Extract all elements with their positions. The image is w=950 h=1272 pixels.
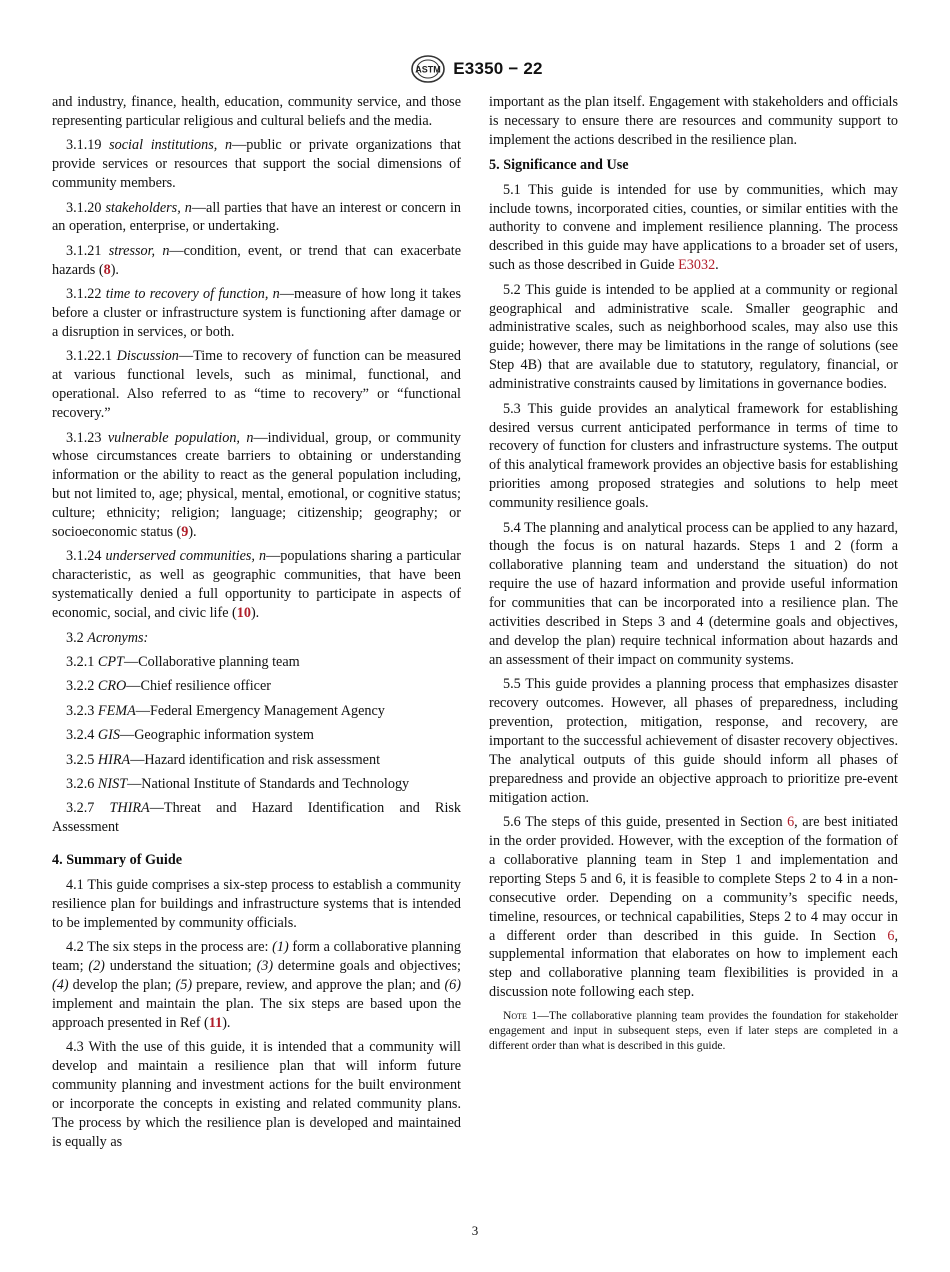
paragraph-5-2: 5.2 This guide is intended to be applied at a community or regional geographical and administrative scale. Smaller geographic and administrative scales, such as neighborhood scales, may also use this guide; however, there may be limitations in the range of solutions (see Step 4B) that are available due to statutory, regulatory, financial, or administrative constraints caused by limitations in governance bodies. — [489, 281, 898, 393]
astm-logo-icon — [407, 54, 449, 84]
right-column — [489, 93, 898, 1053]
acronym-item: 3.2.5 HIRA—Hazard identification and risk assessment — [66, 751, 381, 768]
acronym-item: 3.2.7 THIRA—Threat and Hazard Identification and Risk Assessment — [52, 800, 461, 836]
standard-designation: E3350 − 22 — [453, 58, 543, 78]
page-number: 3 — [471, 1223, 479, 1238]
definition-3-1-23: 3.1.23 vulnerable population, n—individual, group, or community whose circumstances create barriers to obtaining or understanding information or the ability to react as the general population including, but not limited to, age; physical, mental, emotional, or cognitive status; culture; ethnicity; religion; language; citizenship; geography; or socioeconomic status (9). — [52, 429, 462, 541]
reference-link[interactable]: 11 — [208, 1014, 223, 1031]
definition-3-1-22: 3.1.22 time to recovery of function, n—measure of how long it takes before a cluster or infrastructure system is functioning after damage or a disruption in services, or both. — [52, 286, 461, 340]
section-6-link[interactable]: 6 — [887, 927, 895, 944]
paragraph-5-3: 5.3 This guide provides an analytical framework for establishing desired versus current anticipated performance in terms of time to recovery of function for clusters and infrastructure systems. The output of this analytical framework provides an objective basis for establishing priorities among proposed strategies and solutions to help meet community resilience goals. — [489, 400, 898, 512]
guide-e3032-link[interactable]: E3032 — [678, 257, 716, 274]
definition-3-1-19: 3.1.19 social institutions, n—public or private organizations that provide services or resources that support the social dimensions of community members. — [52, 137, 462, 192]
reference-link[interactable]: 8 — [103, 261, 111, 278]
paragraph-4-1: 4.1 This guide comprises a six-step process to establish a community resilience plan for buildings and infrastructure systems that is intended to be implemented by community officials. — [52, 877, 461, 931]
acronyms-heading: 3.2 Acronyms: — [66, 629, 149, 646]
section-4-heading: 4. Summary of Guide — [52, 852, 183, 869]
logo-text: ASTM — [415, 64, 442, 75]
acronym-item: 3.2.4 GIS—Geographic information system — [66, 727, 314, 744]
paragraph-continuation: and industry, finance, health, education, community service, and those representing particular religious and cultural beliefs and the media. — [52, 94, 461, 129]
definition-3-1-21: 3.1.21 stressor, n—condition, event, or trend that can exacerbate hazards (8). — [52, 242, 461, 278]
paragraph-5-4: 5.4 The planning and analytical process can be applied to any hazard, though the focus is on natural hazards. Steps 1 and 2 (form a collaborative planning team and understand the situation) do not require the use of hazard information and provide useful information for communities that can be incorporated into a resilience plan. The activities described in Steps 3 and 4 (determine goals and objectives, and develop the plan) require technical information about hazards and an assessment of their impact on community systems. — [489, 519, 898, 668]
definition-3-1-24: 3.1.24 underserved communities, n—populations sharing a particular characteristic, as well as geographic communities, that have been systematically denied a full opportunity to participate in aspects of economic, social, and civic life (10). — [52, 548, 462, 622]
reference-link[interactable]: 10 — [236, 605, 251, 622]
paragraph-4-3: 4.3 With the use of this guide, it is intended that a community will develop and maintain a resilience plan that will inform future community planning and investment actions for the built environment or incorporate the concepts in existing and related community plans. The process by which the resilience plan is developed and maintained is equally as — [52, 1039, 461, 1150]
note-1: Note 1—The collaborative planning team provides the foundation for stakeholder engagement and input in subsequent steps, even if later steps are completed in a different order than what is described in this guide. — [489, 1009, 898, 1053]
section-6-link[interactable]: 6 — [787, 814, 795, 831]
paragraph-4-2: 4.2 The six steps in the process are: (1) form a collaborative planning team; (2) understand the situation; (3) determine goals and objectives; (4) develop the plan; (5) prepare, review, and approve the plan; and (6) implement and maintain the plan. The six steps are based upon the approach presented in Ref (11). — [52, 939, 461, 1031]
acronym-item: 3.2.2 CRO—Chief resilience officer — [66, 678, 271, 695]
section-5-heading: 5. Significance and Use — [489, 156, 629, 173]
left-column — [52, 93, 461, 1157]
paragraph-5-1: 5.1 This guide is intended for use by communities, which may include towns, incorporated cities, counties, or similar entities with the authority to convene and implement resilience planning. The process described in this guide may have applications to a broader set of users, such as those described in Guide E3032. — [489, 181, 898, 274]
reference-link[interactable]: 9 — [181, 524, 189, 541]
page-header — [0, 54, 950, 84]
paragraph-5-6: 5.6 The steps of this guide, presented in Section 6, are best initiated in the order provided. However, with the exception of the formation of a collaborative planning team in Step 1 and implementation and reporting Steps 5 and 6, it is feasible to complete Steps 2 to 4 in a non-consecutive order. Depending on a community’s specific needs, timeline, resources, or technical capabilities, Steps 2 to 4 may occur in a different order than described in this guide. In Section 6, supplemental information that elaborates on how to implement each step and collaborative planning team flexibilities is provided in a discussion note following each step. — [489, 814, 898, 1001]
definition-3-1-20: 3.1.20 stakeholders, n—all parties that have an interest or concern in an operation, enterprise, or undertaking. — [52, 199, 461, 235]
acronym-item: 3.2.6 NIST—National Institute of Standards and Technology — [66, 776, 410, 792]
acronym-item: 3.2.3 FEMA—Federal Emergency Management Agency — [66, 702, 385, 719]
paragraph-continuation: important as the plan itself. Engagement with stakeholders and officials is necessary to ensure there are resources and community support to implement the actions described in the resilience plan. — [489, 94, 898, 148]
paragraph-5-5: 5.5 This guide provides a planning process that emphasizes disaster recovery outcomes. However, all phases of preparedness, including prevention, protection, mitigation, response, and recovery, are important to the successful achievement of disaster recovery objectives. The analytical outputs of this guide should inform all phases of preparedness and provide an objective approach to prioritize pre-event mitigation action. — [489, 676, 898, 806]
acronym-item: 3.2.1 CPT—Collaborative planning team — [66, 653, 300, 670]
discussion-3-1-22-1: 3.1.22.1 Discussion—Time to recovery of function can be measured at various functional levels, such as minimal, functional, and operational. Also referred to as “time to recovery” or “functional recovery.” — [52, 348, 462, 422]
